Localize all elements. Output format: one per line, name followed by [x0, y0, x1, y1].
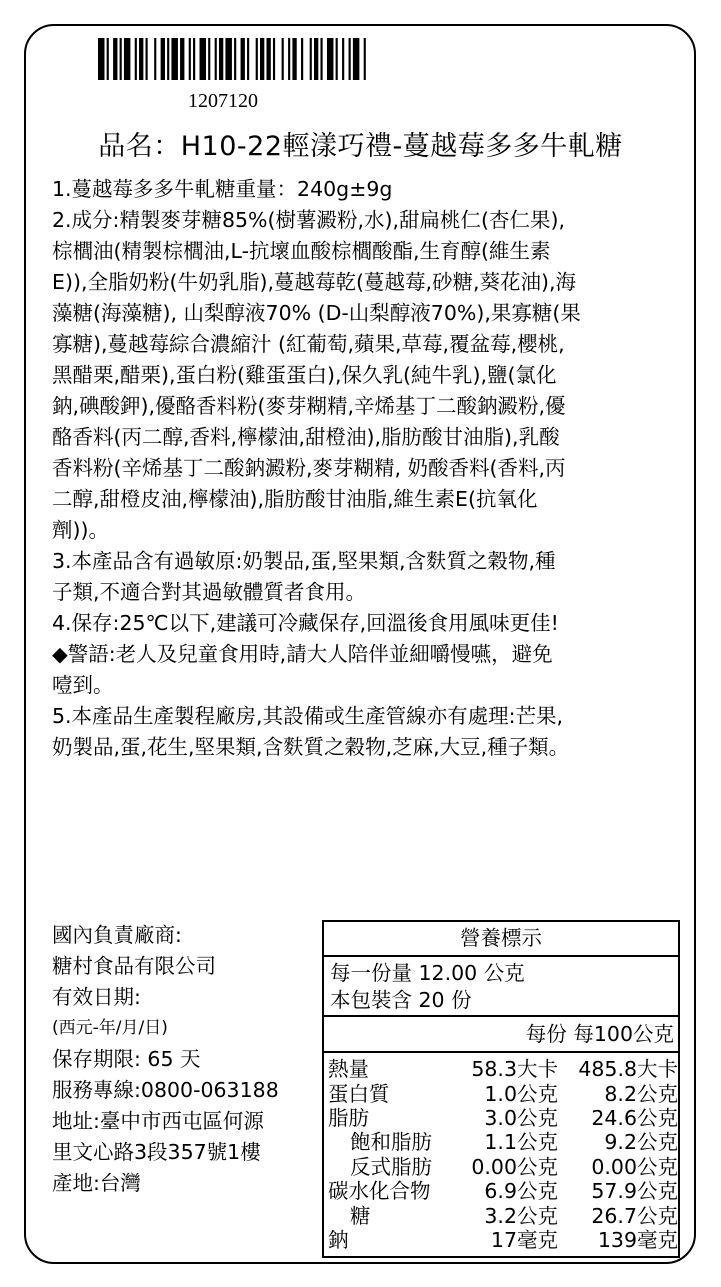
barcode-bar [180, 38, 184, 80]
barcode-bar [336, 38, 338, 80]
manufacturer-label: 國內負責廠商: [52, 923, 182, 947]
address-line-1: 地址:臺中市西屯區何源 [52, 1109, 264, 1133]
barcode-bar [266, 38, 270, 80]
detail-line: 鈉,碘酸鉀),優酪香料粉(麥芽糊精,辛烯基丁二酸鈉澱粉,優 [52, 394, 566, 418]
manufacturer-info [52, 920, 320, 1199]
service-hotline: 服務專線:0800-063188 [52, 1078, 279, 1102]
detail-line: 香料粉(辛烯基丁二酸鈉澱粉,麥芽糊精, 奶酸香料(香料,丙 [52, 456, 566, 480]
barcode-bar [314, 38, 318, 80]
barcode-bar [260, 38, 264, 80]
barcode-number: 1207120 [188, 90, 258, 112]
barcode-bar [292, 38, 296, 80]
per-serving-value: 6.9公克 [484, 1179, 558, 1204]
barcode-bar [208, 38, 210, 80]
barcode-bar [364, 38, 366, 80]
origin: 產地:台灣 [52, 1171, 141, 1195]
barcode-bar [256, 38, 258, 80]
nutrient-name: 脂肪 [328, 1105, 369, 1130]
nutrient-name: 碳水化合物 [328, 1179, 431, 1204]
per-serving-value: 17毫克 [490, 1227, 558, 1252]
barcode-bar [288, 38, 290, 80]
nutrition-rows [324, 1053, 678, 1250]
nutrient-name: 飽和脂肪 [350, 1130, 432, 1155]
detail-line: 4.保存:25℃以下,建議可冷藏保存,回溫後食用風味更佳! [52, 611, 559, 635]
barcode-bar [282, 38, 284, 80]
servings-per-pack: 本包裝含 20 份 [330, 988, 472, 1012]
detail-line: E)),全脂奶粉(牛奶乳脂),蔓越莓乾(蔓越莓,砂糖,葵花油),海 [52, 270, 577, 294]
serving-info [324, 957, 678, 1017]
barcode-bar [310, 38, 312, 80]
barcode-bar [124, 38, 130, 80]
per-serving-value: 1.0公克 [484, 1081, 558, 1106]
barcode-bar [234, 38, 236, 80]
barcode-bar [327, 38, 333, 80]
detail-line: 酪香料(丙二醇,香料,檸檬油,甜橙油),脂肪酸甘油脂),乳酸 [52, 425, 560, 449]
barcode-bar [146, 38, 148, 80]
detail-line: 2.成分:精製麥芽糖85%(樹薯澱粉,水),甜扁桃仁(杏仁果), [52, 208, 566, 232]
nutrition-row [324, 1226, 678, 1250]
barcode-bar [189, 38, 191, 80]
barcode [98, 38, 368, 80]
product-details [52, 174, 672, 763]
per-serving-value: 3.2公克 [484, 1203, 558, 1228]
detail-line: 棕櫚油(精製棕櫚油,L-抗壞血酸棕櫚酸酯,生育醇(維生素 [52, 239, 551, 263]
barcode-bar [171, 38, 177, 80]
nutrient-name: 蛋白質 [328, 1081, 390, 1106]
nutrition-header: 每份 每100公克 [324, 1017, 678, 1053]
barcode-bar [349, 38, 351, 80]
detail-line: 劑))。 [52, 518, 109, 542]
per-100g-value: 24.6公克 [591, 1105, 678, 1130]
barcode-bar [219, 38, 223, 80]
barcode-bar [241, 38, 245, 80]
barcode-bar [113, 38, 117, 80]
barcode-bar [120, 38, 122, 80]
detail-line: 二醇,甜橙皮油,檸檬油),脂肪酸甘油脂,維生素E(抗氧化 [52, 487, 538, 511]
barcode-bar [342, 38, 344, 80]
nutrition-title: 營養標示 [324, 922, 678, 957]
detail-line: 噎到。 [52, 673, 114, 697]
nutrition-table [322, 920, 680, 1258]
detail-line: 1.蔓越莓多多牛軋糖重量：240g±9g [52, 177, 393, 201]
expiry-label: 有效日期: [52, 985, 141, 1009]
detail-line: 藻糖(海藻糖), 山梨醇液70% (D-山梨醇液70%),果寡糖(果 [52, 301, 581, 325]
detail-line: 黑醋栗,醋栗),蛋白粉(雞蛋蛋白),保久乳(純牛乳),鹽(氯化 [52, 363, 557, 387]
barcode-bar [247, 38, 249, 80]
serving-size: 每一份量 12.00 公克 [330, 961, 525, 985]
per-serving-value: 58.3大卡 [471, 1057, 558, 1082]
detail-line: 5.本產品生產製程廠房,其設備或生產管線亦有處理:芒果, [52, 704, 563, 728]
per-serving-value: 3.0公克 [484, 1105, 558, 1130]
manufacturer-name: 糖村食品有限公司 [52, 954, 216, 978]
address-line-2: 里文心路3段357號1樓 [52, 1140, 261, 1164]
detail-line: 寡糖),蔓越莓綜合濃縮汁 (紅葡萄,蘋果,草莓,覆盆莓,櫻桃, [52, 332, 565, 356]
barcode-bar [200, 38, 206, 80]
barcode-bar [225, 38, 231, 80]
barcode-bar [301, 38, 303, 80]
per-100g-value: 8.2公克 [604, 1081, 678, 1106]
barcode-bar [161, 38, 165, 80]
product-title: 品名：H10-22輕漾巧禮-蔓越莓多多牛軋糖 [98, 131, 623, 162]
barcode-bar [167, 38, 169, 80]
per-100g-value: 485.8大卡 [578, 1057, 678, 1082]
barcode-bar [193, 38, 195, 80]
nutrient-name: 熱量 [328, 1057, 369, 1082]
barcode-bar [139, 38, 143, 80]
date-format: (西元-年/月/日) [52, 1018, 168, 1038]
per-serving-value: 1.1公克 [484, 1130, 558, 1155]
barcode-bar [98, 38, 104, 80]
detail-line: 3.本產品含有過敏原:奶製品,蛋,堅果類,含麩質之穀物,種 [52, 549, 556, 573]
per-100g-value: 9.2公克 [604, 1130, 678, 1155]
barcode-bar [154, 38, 156, 80]
per-100g-value: 0.00公克 [591, 1154, 678, 1179]
detail-line: 奶製品,蛋,花生,堅果類,含麩質之穀物,芝麻,大豆,種子類。 [52, 735, 570, 759]
per-100g-value: 139毫克 [597, 1227, 678, 1252]
barcode-bar [273, 38, 275, 80]
barcode-bar [135, 38, 137, 80]
per-100g-value: 57.9公克 [591, 1179, 678, 1204]
nutrient-name: 反式脂肪 [350, 1154, 432, 1179]
barcode-bar [215, 38, 217, 80]
barcode-bar [353, 38, 359, 80]
detail-line: ◆警語:老人及兒童食用時,請大人陪伴並細嚼慢嚥，避免 [52, 642, 553, 666]
per-serving-value: 0.00公克 [471, 1154, 558, 1179]
shelf-life: 保存期限: 65 天 [52, 1047, 201, 1071]
barcode-bar [320, 38, 322, 80]
per-100g-value: 26.7公克 [591, 1203, 678, 1228]
nutrient-name: 糖 [350, 1203, 371, 1228]
nutrient-name: 鈉 [328, 1227, 349, 1252]
barcode-bar [107, 38, 109, 80]
detail-line: 子類,不適合對其過敏體質者食用。 [52, 580, 367, 604]
